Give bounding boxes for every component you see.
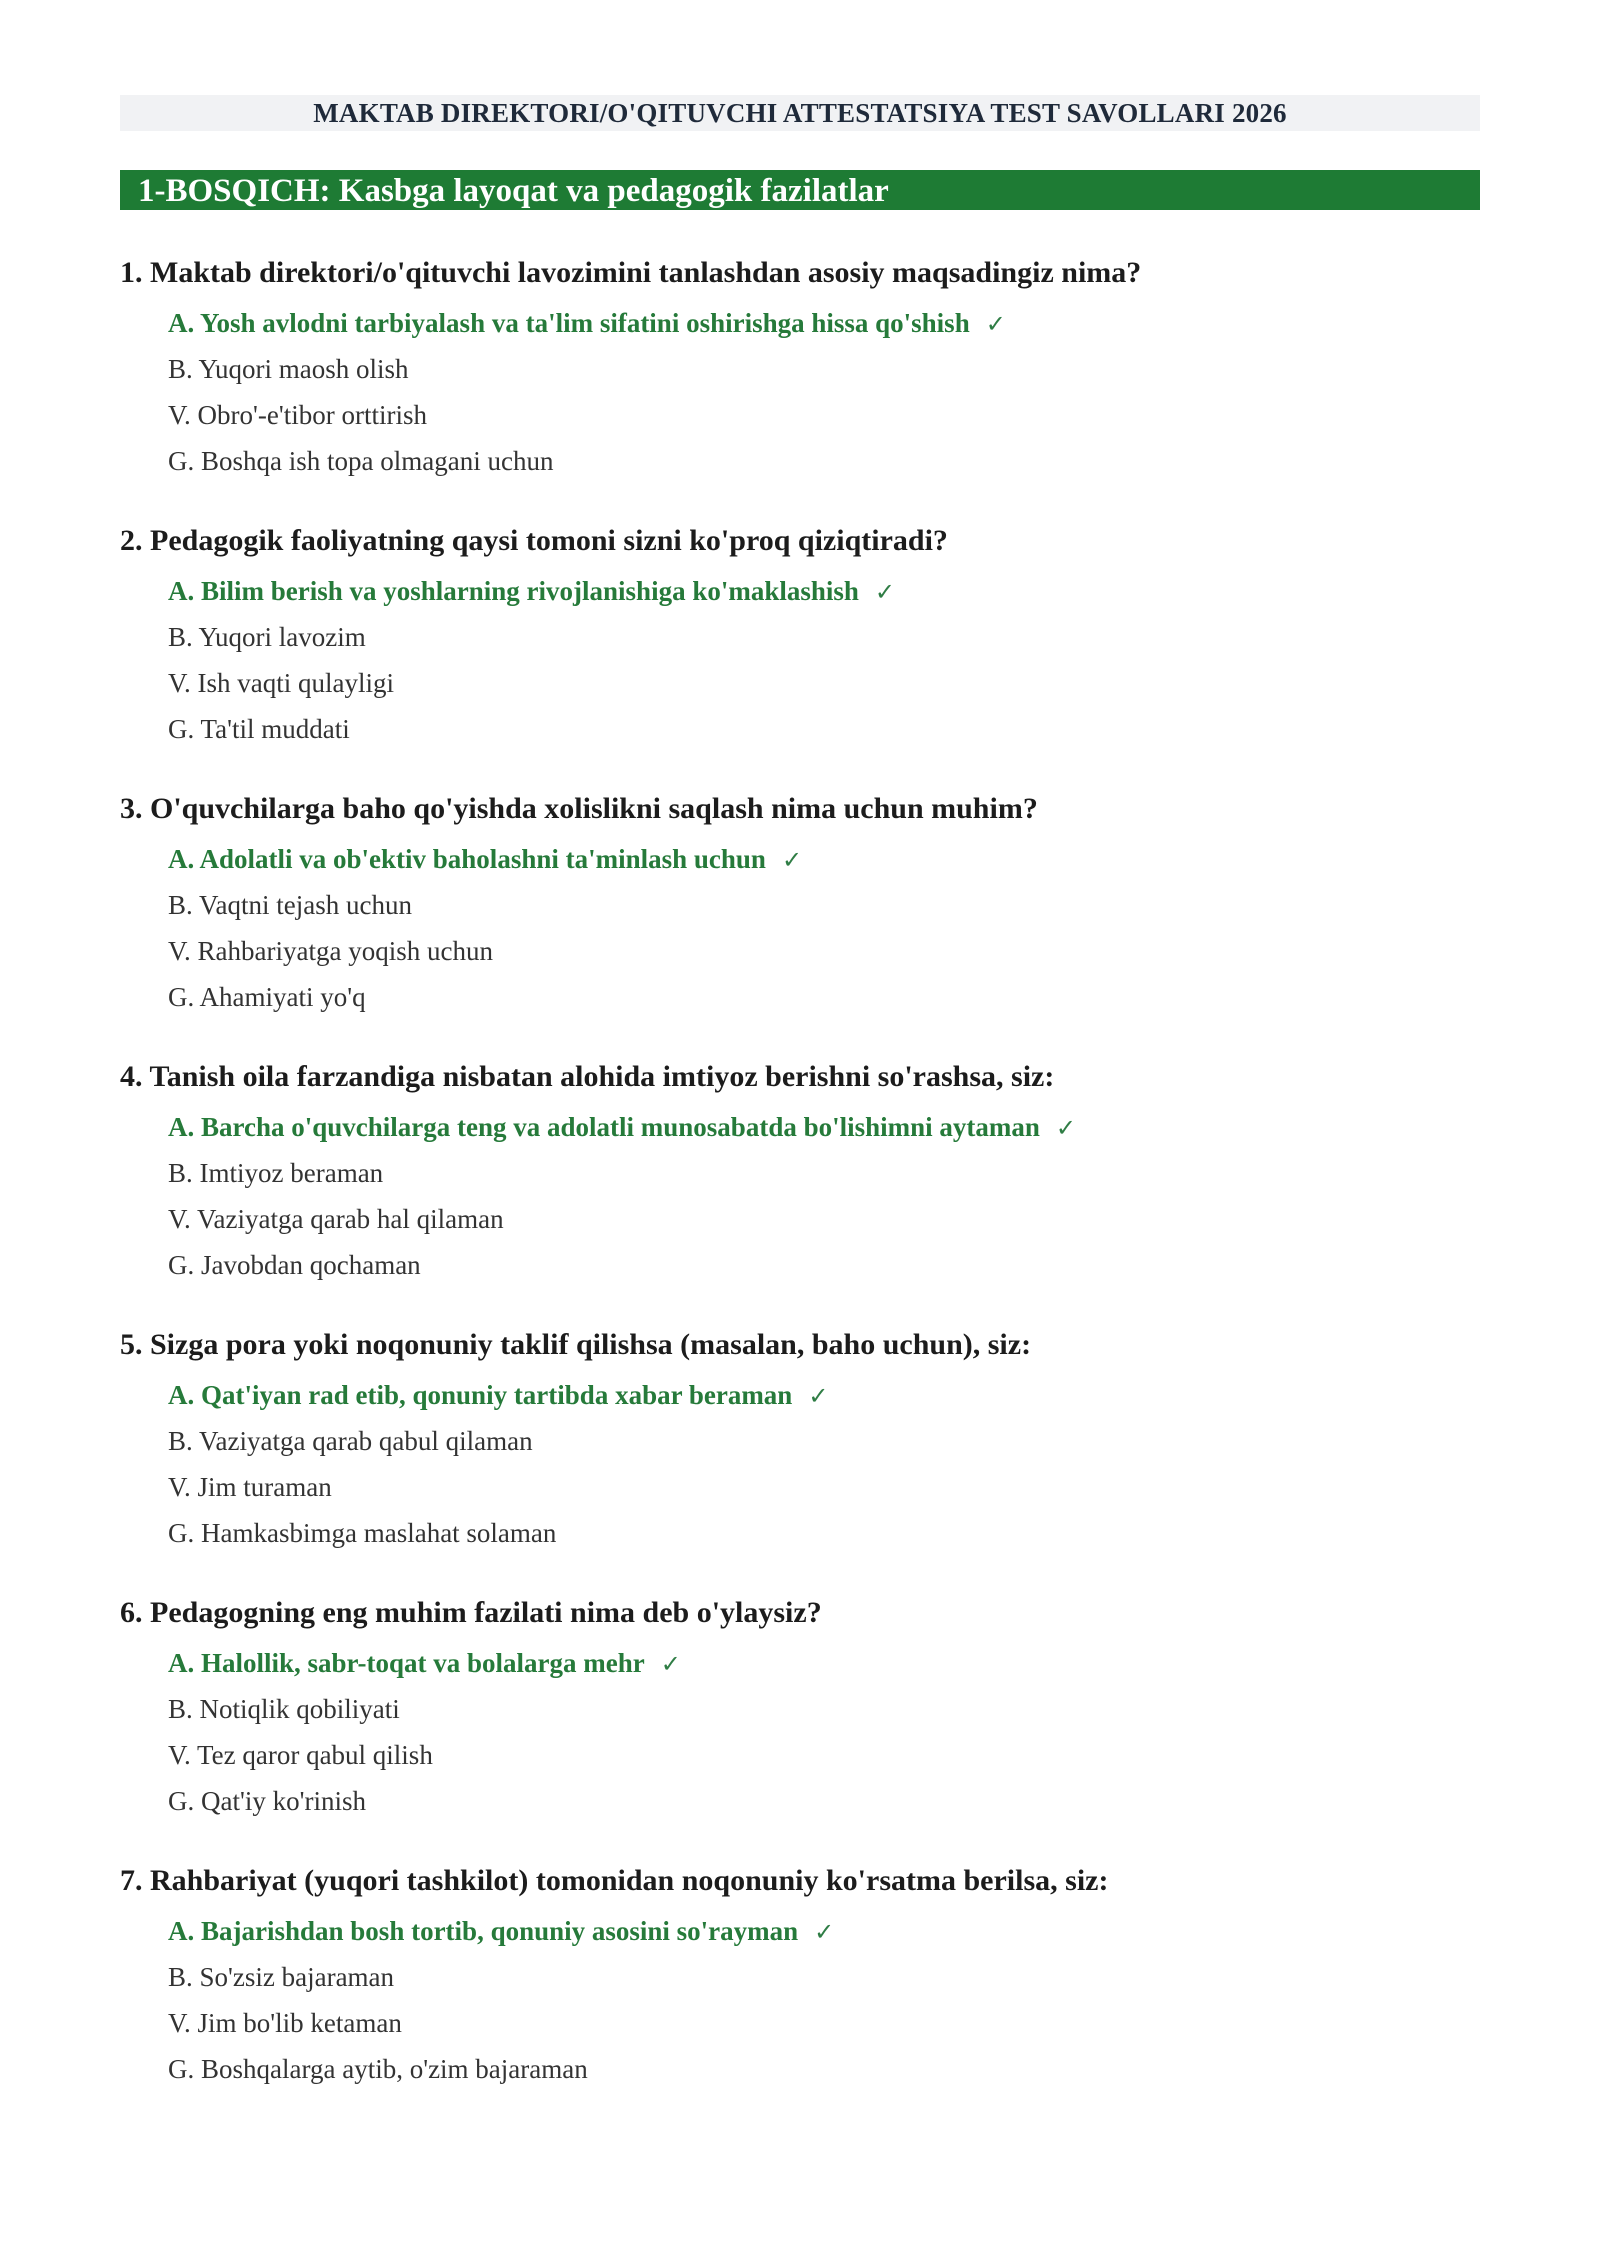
question-item	[120, 791, 1480, 1059]
answer-option: B. So'zsiz bajaraman	[168, 1962, 395, 1992]
question-item	[120, 1595, 1480, 1863]
correct-answer	[168, 573, 1480, 619]
answer-option: V. Jim turaman	[168, 1472, 332, 1502]
document-title: MAKTAB DIREKTORI/O'QITUVCHI ATTESTATSIYA TEST SAVOLLARI 2026	[120, 95, 1480, 131]
check-icon: ✓	[1055, 1114, 1076, 1142]
question-text: 7. Rahbariyat (yuqori tashkilot) tomonidan noqonuniy ko'rsatma berilsa, siz:	[120, 1864, 1109, 1897]
check-icon: ✓	[985, 310, 1006, 338]
answer-option: B. Yuqori lavozim	[168, 622, 366, 652]
answer-text: A. Adolatli va ob'ektiv baholashni ta'minlash uchun	[168, 844, 766, 874]
answer-options	[168, 305, 1480, 489]
section-title: 1-BOSQICH: Kasbga layoqat va pedagogik fazilatlar	[138, 173, 889, 209]
question-text: 5. Sizga pora yoki noqonuniy taklif qilishsa (masalan, baho uchun), siz:	[120, 1328, 1032, 1361]
answer-text: A. Qat'iyan rad etib, qonuniy tartibda xabar beraman	[168, 1380, 793, 1410]
answer-options	[168, 841, 1480, 1025]
answer-text: A. Bajarishdan bosh tortib, qonuniy asosini so'rayman	[168, 1916, 799, 1946]
question-item	[120, 255, 1480, 523]
question-list	[120, 255, 1480, 2131]
question-item	[120, 1863, 1480, 2131]
check-icon: ✓	[814, 1918, 835, 1946]
answer-option: G. Javobdan qochaman	[168, 1250, 421, 1280]
correct-answer	[168, 1913, 1480, 1959]
answer-text: A. Bilim berish va yoshlarning rivojlanishiga ko'maklashish	[168, 576, 859, 606]
correct-answer	[168, 841, 1480, 887]
check-icon: ✓	[874, 578, 896, 606]
correct-answer	[168, 1377, 1480, 1423]
question-text: 6. Pedagogning eng muhim fazilati nima deb o'ylaysiz?	[120, 1596, 822, 1629]
question-item	[120, 523, 1480, 791]
answer-option: V. Tez qaror qabul qilish	[168, 1740, 433, 1770]
answer-option: G. Boshqalarga aytib, o'zim bajaraman	[168, 2054, 588, 2084]
correct-answer	[168, 1645, 1480, 1691]
answer-option: V. Jim bo'lib ketaman	[168, 2008, 402, 2038]
check-icon: ✓	[808, 1382, 829, 1410]
answer-text: A. Halollik, sabr-toqat va bolalarga mehr	[168, 1648, 645, 1678]
answer-option: V. Rahbariyatga yoqish uchun	[168, 936, 493, 966]
question-text: 3. O'quvchilarga baho qo'yishda xolislikni saqlash nima uchun muhim?	[120, 792, 1038, 825]
answer-option: G. Boshqa ish topa olmagani uchun	[168, 446, 554, 476]
answer-option: G. Ahamiyati yo'q	[168, 982, 366, 1012]
answer-text: A. Barcha o'quvchilarga teng va adolatli munosabatda bo'lishimni aytaman	[168, 1112, 1040, 1142]
answer-option: V. Obro'-e'tibor orttirish	[168, 400, 427, 430]
check-icon: ✓	[781, 846, 803, 874]
answer-option: B. Vaqtni tejash uchun	[168, 890, 412, 920]
answer-option: B. Notiqlik qobiliyati	[168, 1694, 400, 1724]
answer-option: G. Hamkasbimga maslahat solaman	[168, 1518, 557, 1548]
question-text: 4. Tanish oila farzandiga nisbatan alohida imtiyoz berishni so'rashsa, siz:	[120, 1060, 1055, 1093]
answer-text: A. Yosh avlodni tarbiyalash va ta'lim sifatini oshirishga hissa qo'shish	[168, 308, 970, 338]
answer-options	[168, 573, 1480, 757]
answer-option: V. Vaziyatga qarab hal qilaman	[168, 1204, 504, 1234]
answer-options	[168, 1913, 1480, 2097]
question-item	[120, 1059, 1480, 1327]
question-item	[120, 1327, 1480, 1595]
answer-option: V. Ish vaqti qulayligi	[168, 668, 394, 698]
answer-options	[168, 1645, 1480, 1829]
answer-option: B. Yuqori maosh olish	[168, 354, 409, 384]
section-header	[120, 170, 1480, 210]
answer-options	[168, 1109, 1480, 1293]
correct-answer	[168, 305, 1480, 351]
answer-options	[168, 1377, 1480, 1561]
answer-option: G. Ta'til muddati	[168, 714, 350, 744]
question-text: 2. Pedagogik faoliyatning qaysi tomoni sizni ko'proq qiziqtiradi?	[120, 524, 948, 557]
answer-option: B. Imtiyoz beraman	[168, 1158, 384, 1188]
correct-answer	[168, 1109, 1480, 1155]
question-text: 1. Maktab direktori/o'qituvchi lavozimini tanlashdan asosiy maqsadingiz nima?	[120, 256, 1142, 289]
check-icon: ✓	[660, 1650, 681, 1678]
answer-option: G. Qat'iy ko'rinish	[168, 1786, 366, 1816]
answer-option: B. Vaziyatga qarab qabul qilaman	[168, 1426, 533, 1456]
